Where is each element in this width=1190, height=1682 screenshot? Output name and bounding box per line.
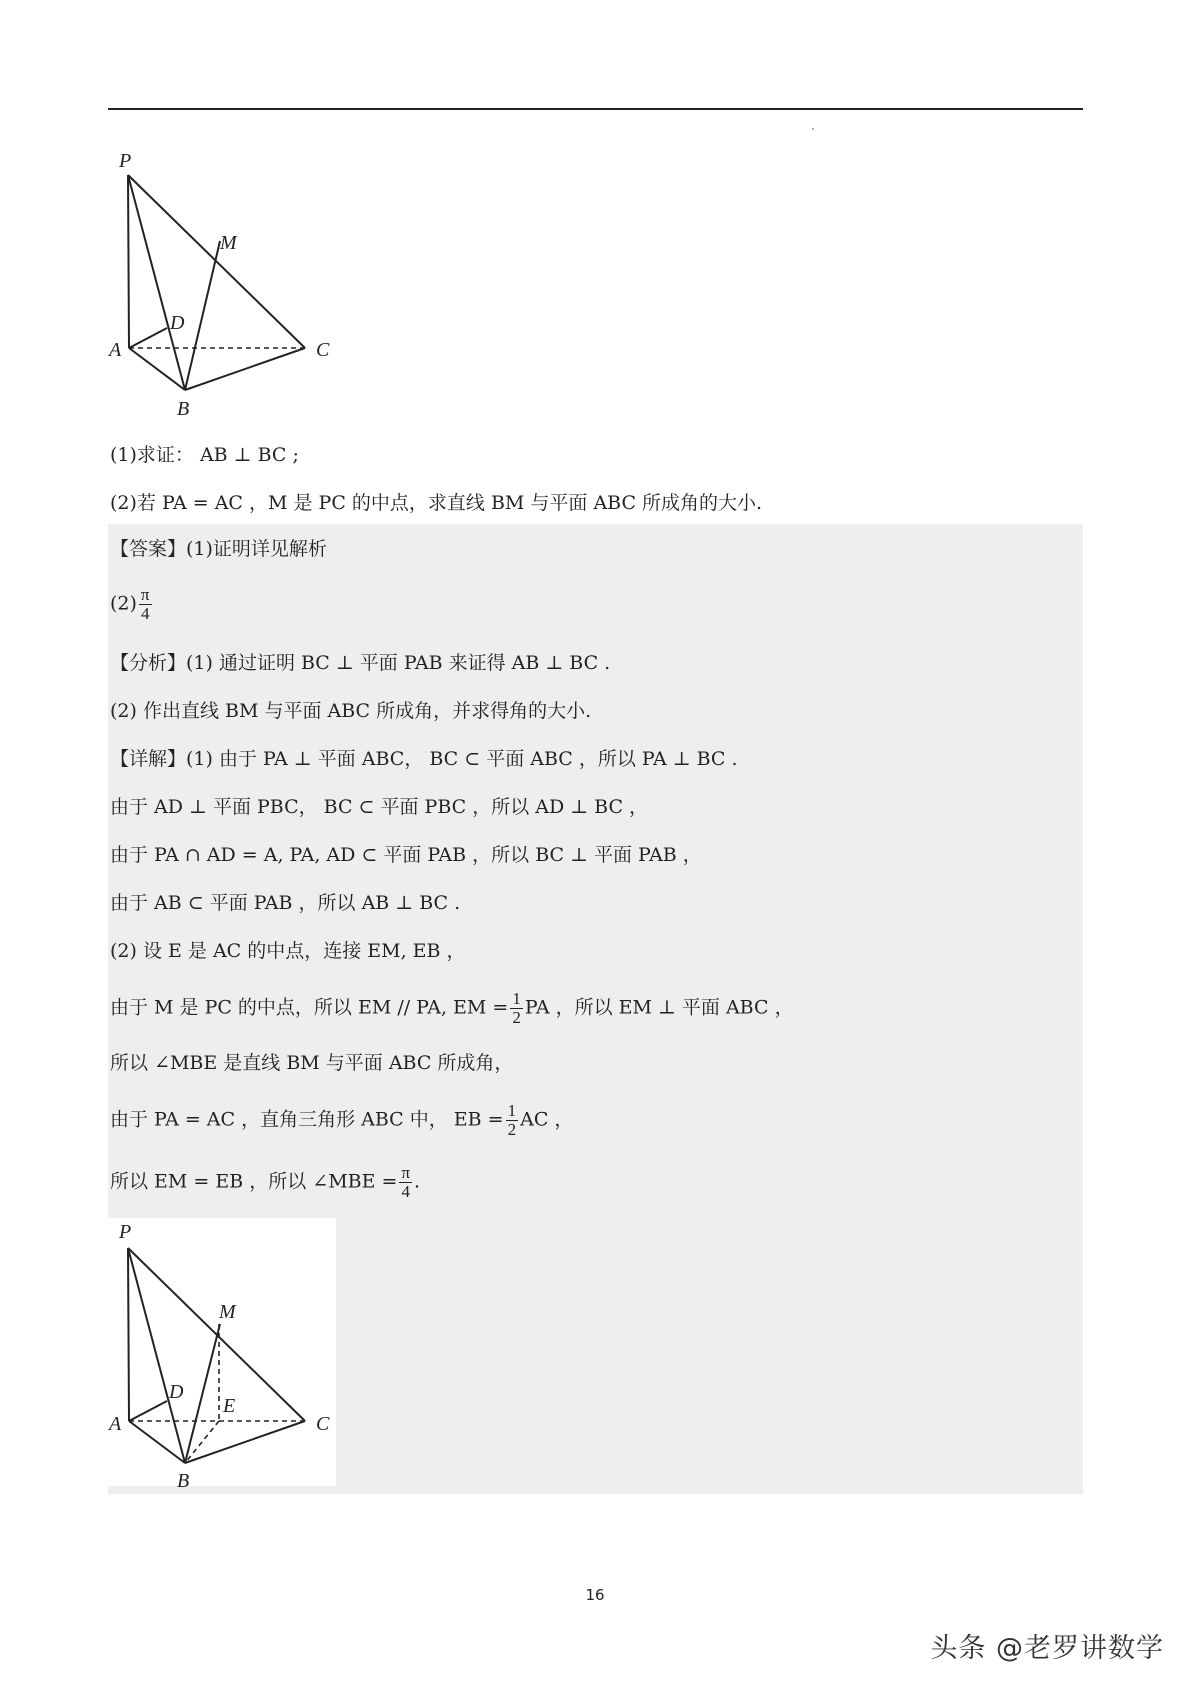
- half-fraction: [510, 990, 523, 1027]
- detail-line-8-text-a: 由于 PA = AC ，直角三角形 ABC 中， EB =: [110, 1108, 504, 1131]
- detail-line-2: 由于 AD ⊥ 平面 PBC， BC ⊂ 平面 PBC ，所以 AD ⊥ BC ，: [110, 796, 649, 818]
- half-fraction: [506, 1102, 519, 1139]
- detail-line-4: 由于 AB ⊂ 平面 PAB ，所以 AB ⊥ BC .: [110, 892, 461, 914]
- label-c: C: [316, 1413, 330, 1435]
- detail-line-9-text-a: 所以 EM = EB ，所以 ∠MBE =: [110, 1170, 398, 1193]
- analysis-line-1: 【分析】(1) 通过证明 BC ⊥ 平面 PAB 来证得 AB ⊥ BC .: [110, 652, 611, 674]
- label-b: B: [177, 398, 190, 420]
- fraction-numerator: 1: [512, 989, 521, 1008]
- fraction-denominator: 2: [512, 1008, 521, 1027]
- label-a: A: [109, 339, 122, 361]
- label-a: A: [109, 1413, 122, 1435]
- header-rule: [108, 108, 1083, 110]
- page-number: 16: [585, 1586, 605, 1604]
- label-b: B: [177, 1470, 190, 1492]
- detail-line-9: [110, 1164, 420, 1201]
- fraction-denominator: 4: [401, 1182, 410, 1201]
- fraction-numerator: π: [401, 1163, 411, 1182]
- label-m: M: [219, 1301, 236, 1323]
- detail-line-6-text-a: 由于 M 是 PC 的中点，所以 EM // PA, EM =: [110, 996, 509, 1019]
- angle-fraction: [399, 1164, 412, 1201]
- answer-line-2: [110, 586, 154, 623]
- label-p: P: [119, 1221, 132, 1243]
- label-m: M: [220, 232, 237, 254]
- answer-line-1: 【答案】(1)证明详见解析: [110, 538, 327, 560]
- label-e: E: [223, 1395, 236, 1417]
- fraction-numerator: π: [140, 585, 150, 604]
- detail-line-8: [110, 1102, 573, 1139]
- watermark: 头条 @老罗讲数学: [930, 1633, 1164, 1664]
- detail-line-7: 所以 ∠MBE 是直线 BM 与平面 ABC 所成角，: [110, 1052, 514, 1074]
- fraction-denominator: 2: [507, 1120, 517, 1139]
- detail-line-3: 由于 PA ∩ AD = A, PA, AD ⊂ 平面 PAB ，所以 BC ⊥ 平面 PAB ，: [110, 844, 702, 866]
- pyramid-figure-with-e: [105, 1218, 345, 1498]
- detail-line-9-text-b: .: [414, 1170, 421, 1193]
- detail-line-6: [110, 990, 794, 1027]
- speck: [812, 128, 814, 130]
- fraction-denominator: 4: [140, 604, 150, 623]
- answer-fraction: [139, 586, 152, 623]
- label-p: P: [119, 150, 132, 172]
- detail-line-8-text-b: AC ，: [520, 1108, 574, 1131]
- detail-line-1: 【详解】(1) 由于 PA ⊥ 平面 ABC， BC ⊂ 平面 ABC ，所以 PA ⊥ BC .: [110, 748, 738, 770]
- label-c: C: [316, 339, 330, 361]
- answer-part-label: (2): [110, 592, 137, 615]
- fraction-numerator: 1: [507, 1101, 517, 1120]
- label-d: D: [170, 312, 185, 334]
- question-1: (1)求证： AB ⊥ BC ;: [110, 444, 299, 466]
- label-d: D: [169, 1381, 184, 1403]
- question-2: (2)若 PA = AC ，M 是 PC 的中点，求直线 BM 与平面 ABC 所成角的大小.: [110, 492, 763, 514]
- detail-line-6-text-b: PA ，所以 EM ⊥ 平面 ABC ，: [524, 996, 794, 1019]
- analysis-line-2: (2) 作出直线 BM 与平面 ABC 所成角，并求得角的大小.: [110, 700, 592, 722]
- pyramid-figure: [105, 145, 345, 425]
- detail-line-5: (2) 设 E 是 AC 的中点，连接 EM, EB ，: [110, 940, 466, 962]
